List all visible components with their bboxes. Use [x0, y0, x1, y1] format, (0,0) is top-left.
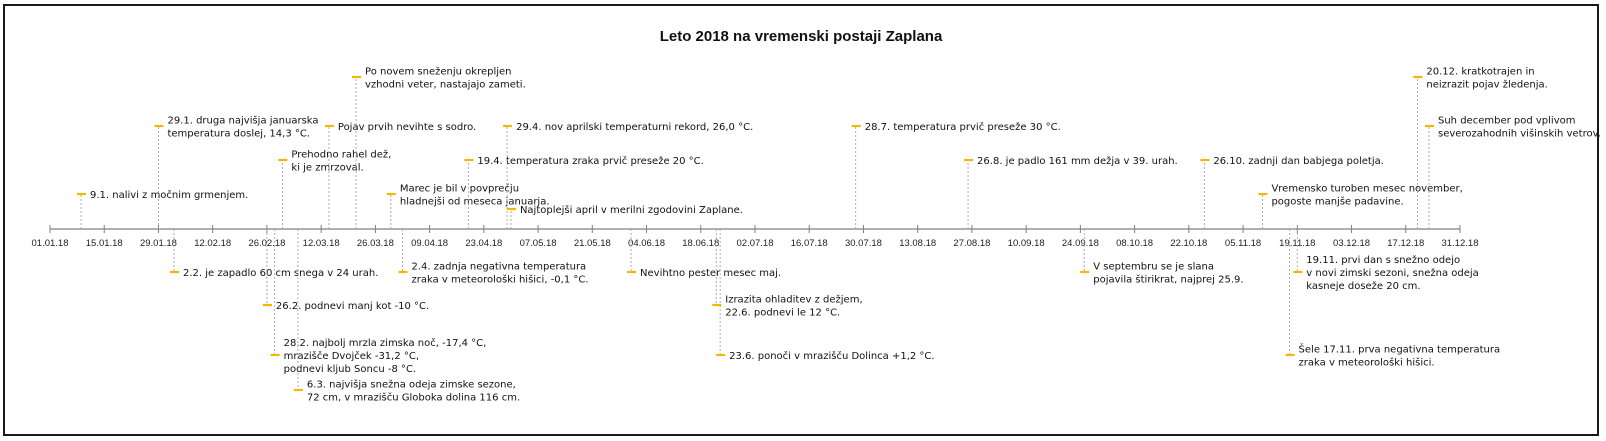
x-tick-label: 26.02.18 — [248, 238, 286, 249]
event-label-line: podnevi kljub Soncu -8 °C. — [283, 364, 417, 375]
event-label-line: kasneje doseže 20 cm. — [1306, 281, 1421, 292]
x-tick-label: 05.11.18 — [1224, 238, 1262, 249]
event-label-line: 19.11. prvi dan s snežno odejo — [1306, 255, 1461, 266]
event-label-line: ki je zmrzoval. — [291, 162, 364, 174]
event-label-line: Najtoplejši april v merilni zgodovini Zaplane. — [519, 205, 743, 216]
event-label-line: 26.10. zadnji dan babjega poletja. — [1213, 156, 1384, 167]
x-tick-label: 07.05.18 — [519, 238, 557, 249]
event-label-line: 2.2. je zapadlo 60 cm snega v 24 urah. — [182, 268, 379, 279]
event-label-line: zraka v meteorološki hišici. — [1298, 357, 1435, 369]
event-label-line: hladnejši od meseca januarja. — [399, 196, 550, 208]
event-label — [1299, 343, 1501, 369]
x-tick-label: 01.01.18 — [31, 238, 69, 249]
event-label — [865, 121, 1061, 133]
x-tick-label: 08.10.18 — [1116, 238, 1154, 249]
event-label-line: Suh december pod vplivom — [1438, 115, 1576, 127]
event-label-line: 19.4. temperatura zraka prvič preseže 20 °C. — [477, 156, 704, 167]
x-tick-label: 02.07.18 — [736, 238, 774, 249]
event-label — [291, 149, 391, 174]
x-tick-label: 17.12.18 — [1387, 238, 1425, 249]
event-label — [520, 204, 743, 216]
event-label-line: Marec je bil v povprečju — [399, 183, 520, 195]
event-label — [276, 301, 429, 312]
event-label — [477, 155, 704, 167]
event-label-line: vzhodni veter, nastajajo zameti. — [365, 79, 526, 91]
event-label-line: pogoste manjše padavine. — [1271, 196, 1404, 208]
event-label — [1306, 254, 1478, 292]
x-tick-label: 22.10.18 — [1170, 238, 1208, 249]
event-label — [365, 66, 526, 91]
event-label-line: Pojav prvih nevihte s sodro. — [337, 122, 477, 133]
event-label-line: Nevihtno pester mesec maj. — [640, 268, 782, 279]
event-label-line: 28.7. temperatura prvič preseže 30 °C. — [864, 122, 1061, 133]
event-label — [516, 122, 753, 133]
event-label-line: Prehodno rahel dež, — [291, 149, 392, 161]
event-label-line: Šele 17.11. prva negativna temperatura — [1298, 344, 1501, 356]
event-label — [1093, 262, 1243, 286]
event-label-line: 23.6. ponoči v mrazišču Dolinca +1,2 °C. — [729, 351, 935, 362]
event-label-line: 26.8. je padlo 161 mm dežja v 39. urah. — [977, 156, 1178, 167]
event-label-line: neizrazit pojav žledenja. — [1426, 79, 1548, 91]
x-tick-label: 16.07.18 — [790, 238, 828, 249]
event-label-line: 72 cm, v mrazišču Globoka dolina 116 cm. — [306, 392, 521, 404]
event-label — [183, 268, 378, 279]
x-tick-label: 12.02.18 — [194, 238, 232, 249]
event-label — [1271, 184, 1462, 208]
event-label-line: 2.4. zadnja negativna temperatura — [411, 261, 587, 273]
x-tick-label: 13.08.18 — [899, 238, 937, 249]
x-tick-label: 21.05.18 — [573, 238, 611, 249]
x-tick-label: 26.03.18 — [356, 238, 394, 249]
x-tick-label: 31.12.18 — [1441, 238, 1479, 249]
event-label-line: 29.1. druga najvišja januarska — [167, 115, 319, 127]
event-label — [284, 337, 487, 375]
x-tick-label: 03.12.18 — [1333, 238, 1371, 249]
x-tick-label: 19.11.18 — [1279, 238, 1316, 249]
chart-title: Leto 2018 na vremenski postaji Zaplana — [659, 28, 943, 45]
event-label — [1438, 116, 1601, 140]
x-tick-label: 12.03.18 — [302, 238, 340, 249]
event-label — [977, 155, 1178, 167]
event-label-line: 6.3. najvišja snežna odeja zimske sezone, — [306, 379, 516, 391]
event-label-line: 9.1. nalivi z močnim grmenjem. — [89, 190, 249, 201]
event-label — [400, 183, 550, 208]
x-tick-label: 18.06.18 — [682, 238, 720, 249]
event-label-line: Vremensko turoben mesec november, — [1271, 183, 1463, 195]
event-label-line: 22.6. podnevi le 12 °C. — [725, 307, 841, 319]
event-label — [640, 268, 781, 279]
x-tick-label: 30.07.18 — [844, 238, 882, 249]
event-label-line: Izrazita ohladitev z dežjem, — [725, 294, 863, 306]
event-label-line: Po novem sneženju okrepljen — [365, 66, 512, 78]
event-label-line: v novi zimski sezoni, snežna odeja — [1306, 268, 1479, 279]
event-label-line: 28.2. najbolj mrzla zimska noč, -17,4 °C, — [283, 338, 487, 349]
event-label — [338, 122, 476, 133]
event-label — [725, 294, 862, 319]
x-tick-label: 23.04.18 — [465, 238, 503, 249]
event-label — [90, 189, 248, 201]
x-tick-label: 04.06.18 — [628, 238, 666, 249]
x-tick-label: 24.09.18 — [1061, 238, 1099, 249]
x-tick-label: 09.04.18 — [411, 238, 449, 249]
event-label-line: 26.2. podnevi manj kot -10 °C. — [275, 301, 430, 312]
event-label — [729, 350, 934, 362]
event-label — [412, 262, 589, 286]
event-label — [307, 379, 520, 404]
event-label-line: temperatura doslej, 14,3 °C. — [167, 128, 311, 140]
x-tick-label: 10.09.18 — [1007, 238, 1045, 249]
event-label — [1213, 156, 1384, 167]
x-tick-label: 27.08.18 — [953, 238, 991, 249]
event-label-line: 20.12. kratkotrajen in — [1426, 66, 1535, 78]
event-label-line: 29.4. nov aprilski temperaturni rekord, 26,0 °C. — [516, 122, 754, 133]
event-label-line: mrazišče Dvojček -31,2 °C, — [283, 351, 420, 362]
event-label — [167, 115, 318, 140]
event-label-line: pojavila štirikrat, najprej 25.9. — [1093, 274, 1244, 286]
event-label-line: V septembru se je slana — [1093, 261, 1215, 273]
event-label — [1426, 67, 1547, 91]
x-tick-label: 29.01.18 — [139, 238, 177, 249]
event-label-line: zraka v meteorološki hišici, -0,1 °C. — [411, 274, 589, 286]
event-label-line: severozahodnih višinskih vetrov. — [1438, 128, 1601, 140]
x-tick-label: 15.01.18 — [85, 238, 123, 249]
